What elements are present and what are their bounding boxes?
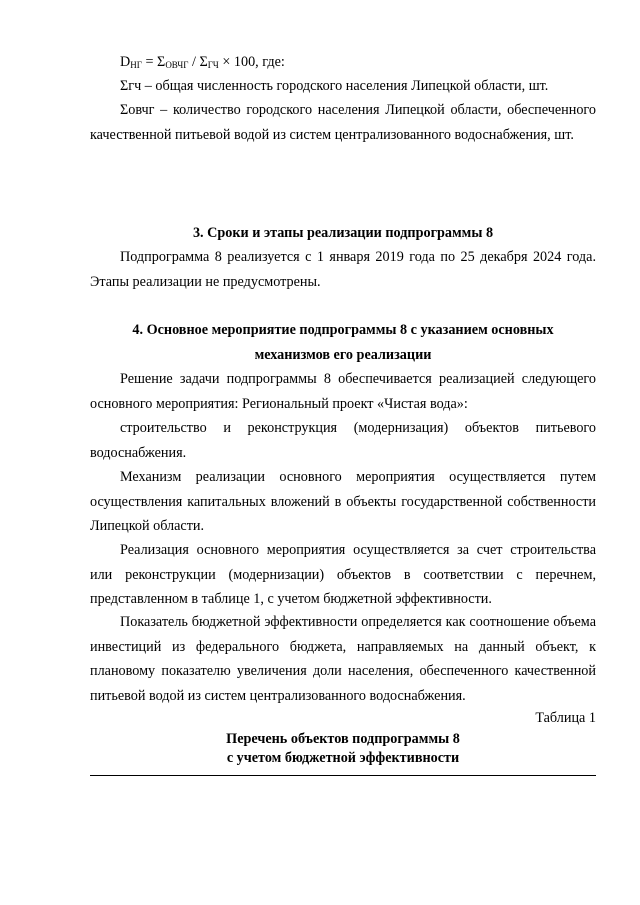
formula-d: D bbox=[120, 54, 131, 70]
section-4-paragraph-5: Показатель бюджетной эффективности определяется как соотношение объема инвестиций из федерального бюджета, направляемых на данный объект, к плановому показателю увеличения доли населения, обеспеченного качественной питьевой водой из систем централизованного водоснабжения. bbox=[90, 614, 596, 704]
section-3-text: Подпрограмма 8 реализуется с 1 января 2019 года по 25 декабря 2024 года. Этапы реализации не предусмотрены. bbox=[90, 249, 596, 290]
definition-sum-ovchg: Σовчг – количество городского населения Липецкой области, обеспеченного качественной питьевой водой из систем централизованного водоснабжения, шт. bbox=[90, 102, 596, 143]
table-1-label: Таблица 1 bbox=[535, 710, 596, 726]
table-top-border bbox=[90, 775, 596, 776]
formula-denominator-subscript: ГЧ bbox=[207, 60, 219, 70]
table-1-title-line-2: с учетом бюджетной эффективности bbox=[226, 750, 460, 766]
formula-numerator-subscript: ОВЧГ bbox=[165, 60, 189, 70]
formula-tail: × 100, где: bbox=[218, 54, 285, 70]
formula-divide: / Σ bbox=[188, 54, 208, 70]
definition-sum-gch: Σгч – общая численность городского населения Липецкой области, шт. bbox=[120, 78, 549, 94]
section-4-paragraph-1: Решение задачи подпрограммы 8 обеспечивается реализацией следующего основного мероприятия: Региональный проект «Чистая вода»: bbox=[90, 371, 596, 412]
section-4-paragraph-4: Реализация основного мероприятия осуществляется за счет строительства или реконструкции (модернизации) объектов в соответствии с перечнем, представленном в таблице 1, с учетом бюджетной эффективности. bbox=[90, 542, 596, 607]
table-1-title-line-1: Перечень объектов подпрограммы 8 bbox=[226, 731, 460, 747]
formula-equals: = Σ bbox=[141, 54, 166, 70]
section-4-title-line-1: 4. Основное мероприятие подпрограммы 8 с указанием основных bbox=[132, 322, 554, 338]
section-4-title-line-2: механизмов его реализации bbox=[254, 347, 432, 363]
section-3-title: 3. Сроки и этапы реализации подпрограммы 8 bbox=[192, 225, 494, 241]
section-4-paragraph-3: Механизм реализации основного мероприятия осуществляется путем осуществления капитальных вложений в объекты государственной собственности Липецкой области. bbox=[90, 469, 596, 534]
section-4-paragraph-2: строительство и реконструкция (модернизация) объектов питьевого водоснабжения. bbox=[90, 420, 596, 461]
formula-d-subscript: НГ bbox=[130, 60, 142, 70]
